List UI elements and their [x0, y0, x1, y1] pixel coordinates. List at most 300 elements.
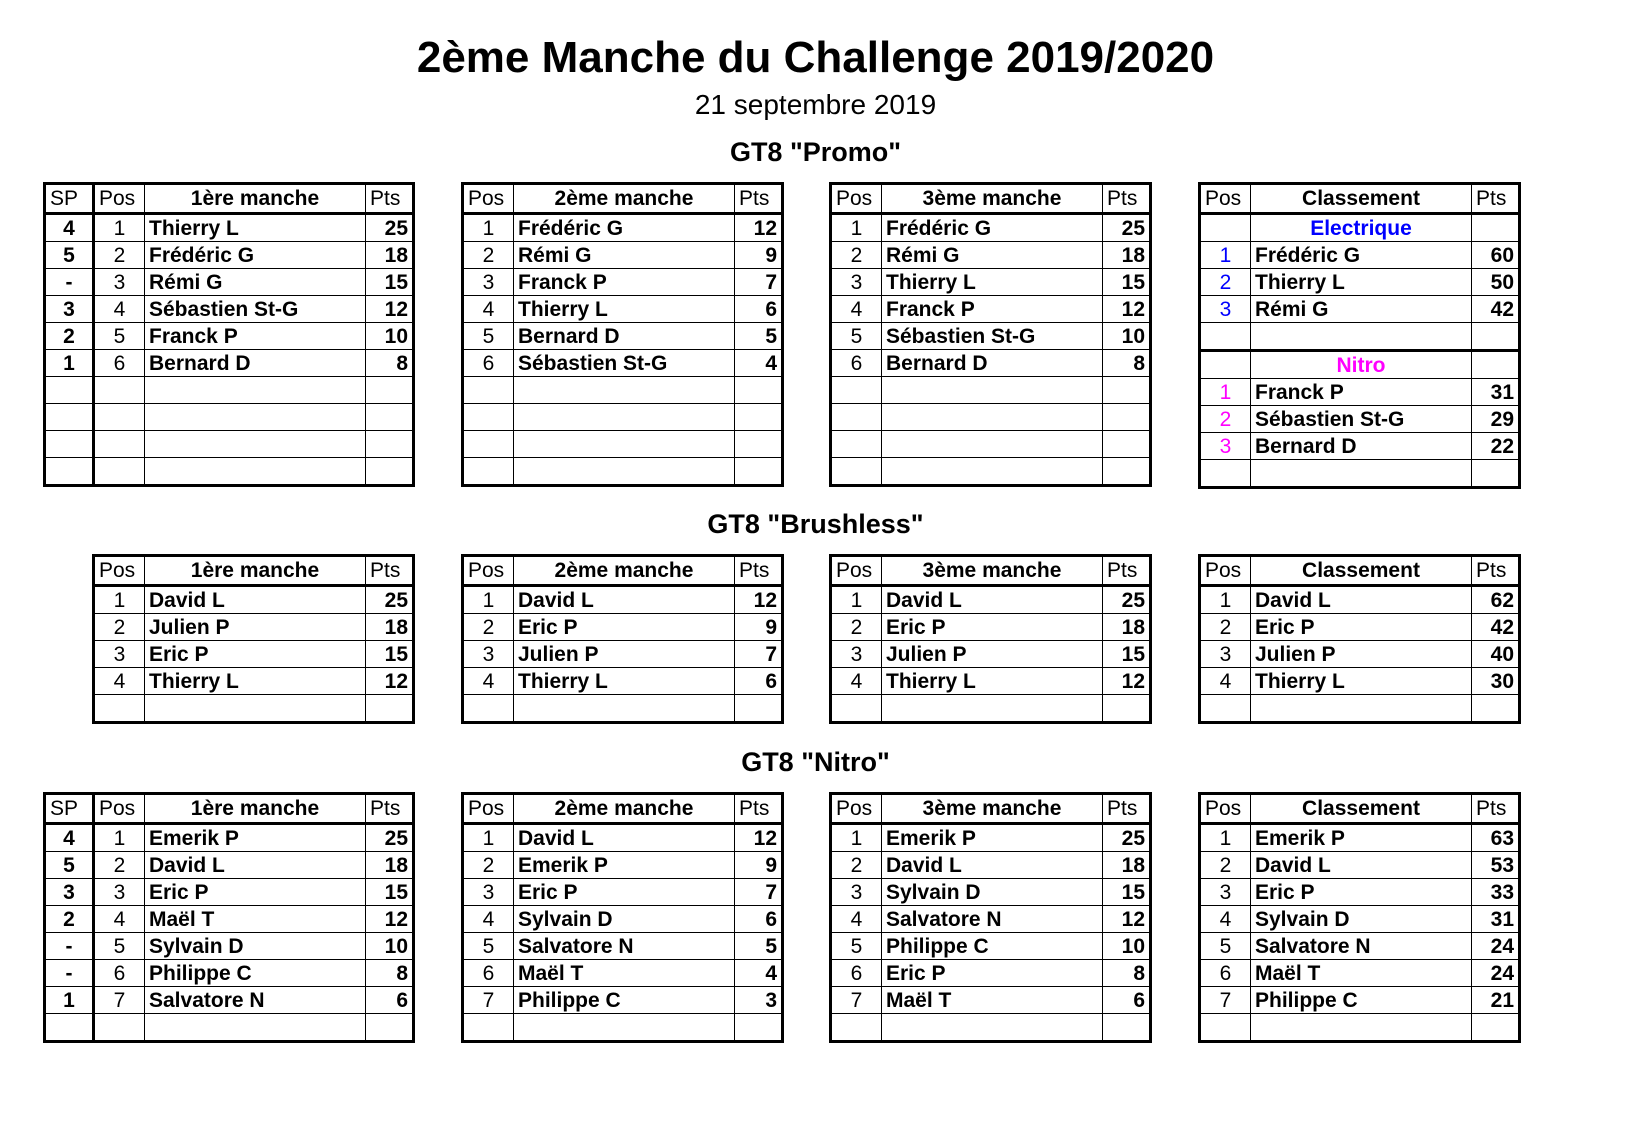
results-table: [829, 554, 1152, 724]
cell-driver: Sylvain D: [514, 906, 735, 933]
cell-pos: 2: [831, 242, 882, 269]
cell-pos: 1: [1200, 824, 1251, 852]
cell-driver: Sylvain D: [145, 933, 366, 960]
cell-pos: 2: [463, 614, 514, 641]
table-row: [1200, 906, 1520, 933]
table-row-empty: [463, 377, 783, 404]
cell-empty: [514, 1014, 735, 1042]
cell-empty: [831, 431, 882, 458]
cell-empty: [463, 1014, 514, 1042]
cell-empty: [882, 404, 1103, 431]
table-row: [463, 879, 783, 906]
cell-pos: 6: [831, 350, 882, 377]
cell-pos: 3: [831, 879, 882, 906]
cell-pos: 5: [1200, 933, 1251, 960]
table-row: [831, 214, 1151, 242]
table-row: [831, 668, 1151, 695]
cell-driver: Franck P: [514, 269, 735, 296]
cell-driver: Maël T: [145, 906, 366, 933]
cell-empty: [831, 404, 882, 431]
header-title: Classement: [1251, 184, 1472, 214]
cell-sp: 5: [45, 852, 94, 879]
table-row: [45, 933, 414, 960]
cell-empty: [735, 404, 783, 431]
cell-empty: [1103, 1014, 1151, 1042]
cell-pos: 6: [94, 350, 145, 377]
cell-pts: 24: [1472, 933, 1520, 960]
cell-pos: 1: [463, 214, 514, 242]
cell-driver: Eric P: [514, 614, 735, 641]
cell-pts: 18: [366, 242, 414, 269]
header-pos: Pos: [1200, 184, 1251, 214]
cell-empty: [1251, 323, 1472, 351]
header-pos: Pos: [463, 556, 514, 586]
table-row: [1200, 879, 1520, 906]
cell-driver: Frédéric G: [145, 242, 366, 269]
page-title: 2ème Manche du Challenge 2019/2020: [416, 33, 1215, 82]
cell-driver: Emerik P: [882, 824, 1103, 852]
cell-driver: Frédéric G: [514, 214, 735, 242]
cell-empty: [831, 458, 882, 486]
table-row: [463, 242, 783, 269]
table-row: [45, 323, 414, 350]
cell-driver: Thierry L: [514, 668, 735, 695]
cell-driver: David L: [882, 852, 1103, 879]
cell-pos: 3: [1200, 879, 1251, 906]
cell-driver: Thierry L: [145, 214, 366, 242]
cell-empty: [463, 404, 514, 431]
cell-driver: David L: [882, 586, 1103, 614]
header-pos: Pos: [94, 794, 145, 824]
table-row: [1200, 933, 1520, 960]
cell-driver: Sébastien St-G: [514, 350, 735, 377]
cell-driver: Franck P: [145, 323, 366, 350]
cell-pts: 18: [366, 614, 414, 641]
cell-pts: 10: [366, 323, 414, 350]
cell-pos: 4: [463, 296, 514, 323]
cell-empty: [1472, 460, 1520, 488]
cell-driver: Thierry L: [882, 269, 1103, 296]
table-row: [831, 614, 1151, 641]
cell-empty: [463, 695, 514, 723]
table-row: [463, 906, 783, 933]
cell-pos: 4: [831, 296, 882, 323]
table-row-empty: [831, 404, 1151, 431]
section-title: GT8 "Brushless": [707, 509, 924, 539]
table-row: [45, 269, 414, 296]
cell-driver: Philippe C: [1251, 987, 1472, 1014]
cell-sp: 2: [45, 906, 94, 933]
cell-pts: 62: [1472, 586, 1520, 614]
cell-empty: [45, 1014, 94, 1042]
cell-pts: 12: [1103, 296, 1151, 323]
cell-pts: 9: [735, 614, 783, 641]
cell-empty: [463, 431, 514, 458]
results-table: [829, 182, 1152, 487]
cell-empty: [1200, 1014, 1251, 1042]
cell-empty: [1200, 214, 1251, 242]
cell-driver: David L: [514, 586, 735, 614]
cell-empty: [1103, 377, 1151, 404]
table-row: [45, 214, 414, 242]
cell-pts: 42: [1472, 614, 1520, 641]
cell-driver: Eric P: [145, 641, 366, 668]
cell-pts: 15: [366, 641, 414, 668]
table-row: [831, 987, 1151, 1014]
table-row: [831, 852, 1151, 879]
cell-sp: 1: [45, 987, 94, 1014]
table-row-empty: [463, 458, 783, 486]
table-row-empty: [463, 1014, 783, 1042]
cell-driver: Eric P: [145, 879, 366, 906]
cell-empty: [94, 1014, 145, 1042]
cell-pts: 24: [1472, 960, 1520, 987]
cell-empty: [882, 695, 1103, 723]
table-row: [831, 242, 1151, 269]
cell-driver: Eric P: [1251, 614, 1472, 641]
table-row-empty: [45, 1014, 414, 1042]
cell-pts: 30: [1472, 668, 1520, 695]
table-row-empty: [831, 458, 1151, 486]
cell-pos: 1: [1200, 379, 1251, 406]
table-row-empty: [1200, 460, 1520, 488]
cell-pts: 25: [1103, 586, 1151, 614]
cell-pts: 8: [366, 350, 414, 377]
cell-pos: 3: [94, 879, 145, 906]
table-row: [831, 879, 1151, 906]
cell-pts: 18: [366, 852, 414, 879]
cell-empty: [1103, 431, 1151, 458]
table-row: [831, 586, 1151, 614]
header-title: 3ème manche: [882, 556, 1103, 586]
cell-empty: [1251, 695, 1472, 723]
cell-pts: 63: [1472, 824, 1520, 852]
cell-empty: [94, 458, 145, 486]
cell-sp: 4: [45, 214, 94, 242]
cell-pos: 2: [1200, 852, 1251, 879]
cell-pos: 3: [1200, 433, 1251, 460]
table-row: [45, 296, 414, 323]
cell-pts: 18: [1103, 852, 1151, 879]
cell-empty: [882, 458, 1103, 486]
cell-pos: 1: [1200, 586, 1251, 614]
cell-driver: Bernard D: [882, 350, 1103, 377]
table-row: [831, 323, 1151, 350]
cell-pts: 25: [366, 214, 414, 242]
table-row-empty: [831, 377, 1151, 404]
table-header-row: [463, 184, 783, 214]
cell-empty: [366, 431, 414, 458]
cell-empty: [45, 377, 94, 404]
cell-driver: Philippe C: [882, 933, 1103, 960]
header-pts: Pts: [366, 184, 414, 214]
cell-empty: [882, 377, 1103, 404]
cell-empty: [1103, 404, 1151, 431]
table-row-empty: [1200, 695, 1520, 723]
table-row: [45, 852, 414, 879]
cell-sp: 2: [45, 323, 94, 350]
cell-pts: 12: [1103, 906, 1151, 933]
cell-sp: 1: [45, 350, 94, 377]
header-title: Classement: [1251, 794, 1472, 824]
cell-pos: 2: [94, 614, 145, 641]
header-pos: Pos: [1200, 794, 1251, 824]
cell-driver: Maël T: [514, 960, 735, 987]
cell-empty: [514, 404, 735, 431]
table-row: [463, 668, 783, 695]
table-row: [1200, 586, 1520, 614]
table-row-empty: [45, 404, 414, 431]
table-row-empty: [94, 695, 414, 723]
cell-empty: [1200, 351, 1251, 379]
cell-empty: [1200, 460, 1251, 488]
cell-pos: 3: [463, 879, 514, 906]
cell-pts: 6: [735, 906, 783, 933]
group-header-nitro: [1200, 351, 1520, 379]
cell-pos: 3: [1200, 641, 1251, 668]
cell-driver: Franck P: [882, 296, 1103, 323]
table-row: [45, 824, 414, 852]
cell-sp: 4: [45, 824, 94, 852]
cell-empty: [366, 458, 414, 486]
cell-driver: Frédéric G: [1251, 242, 1472, 269]
results-table: [1198, 792, 1521, 1043]
cell-pos: 4: [1200, 906, 1251, 933]
cell-pts: 15: [1103, 641, 1151, 668]
table-row: [45, 987, 414, 1014]
cell-driver: Bernard D: [514, 323, 735, 350]
header-title: 2ème manche: [514, 184, 735, 214]
cell-driver: David L: [145, 586, 366, 614]
cell-driver: Julien P: [145, 614, 366, 641]
table-header-row: [831, 184, 1151, 214]
cell-pts: 10: [1103, 323, 1151, 350]
cell-empty: [94, 377, 145, 404]
table-row: [1200, 641, 1520, 668]
table-row-empty: [1200, 1014, 1520, 1042]
cell-driver: Julien P: [882, 641, 1103, 668]
cell-pts: 60: [1472, 242, 1520, 269]
table-header-row: [1200, 556, 1520, 586]
cell-pos: 5: [94, 933, 145, 960]
header-pts: Pts: [735, 556, 783, 586]
cell-driver: Philippe C: [145, 960, 366, 987]
cell-empty: [514, 431, 735, 458]
cell-pos: 5: [463, 933, 514, 960]
cell-pts: 15: [366, 269, 414, 296]
cell-driver: Sébastien St-G: [1251, 406, 1472, 433]
table-row: [831, 350, 1151, 377]
cell-empty: [831, 695, 882, 723]
cell-empty: [1472, 351, 1520, 379]
cell-pts: 7: [735, 879, 783, 906]
cell-sp: 5: [45, 242, 94, 269]
header-title: 3ème manche: [882, 184, 1103, 214]
table-row: [463, 824, 783, 852]
cell-pts: 12: [1103, 668, 1151, 695]
cell-driver: Thierry L: [882, 668, 1103, 695]
group-label-nitro: Nitro: [1251, 351, 1472, 379]
table-row: [831, 269, 1151, 296]
cell-pts: 42: [1472, 296, 1520, 323]
cell-sp: -: [45, 960, 94, 987]
cell-pos: 6: [463, 350, 514, 377]
cell-pts: 15: [366, 879, 414, 906]
cell-sp: 3: [45, 296, 94, 323]
cell-pos: 4: [831, 668, 882, 695]
header-pos: Pos: [94, 556, 145, 586]
cell-driver: David L: [514, 824, 735, 852]
cell-pts: 12: [366, 906, 414, 933]
table-row: [463, 350, 783, 377]
table-row: [45, 906, 414, 933]
cell-driver: Rémi G: [882, 242, 1103, 269]
header-pos: Pos: [831, 794, 882, 824]
cell-pts: 53: [1472, 852, 1520, 879]
cell-empty: [1200, 323, 1251, 351]
header-title: 1ère manche: [145, 794, 366, 824]
cell-pos: 1: [831, 824, 882, 852]
cell-pos: 2: [831, 614, 882, 641]
header-pts: Pts: [735, 794, 783, 824]
cell-driver: David L: [145, 852, 366, 879]
table-header-row: [45, 184, 414, 214]
table-row: [1200, 960, 1520, 987]
table-row-empty: [45, 431, 414, 458]
page-subtitle: 21 septembre 2019: [694, 89, 937, 120]
cell-empty: [1251, 1014, 1472, 1042]
cell-empty: [45, 431, 94, 458]
cell-driver: Bernard D: [1251, 433, 1472, 460]
cell-pts: 5: [735, 323, 783, 350]
cell-pos: 3: [831, 269, 882, 296]
cell-driver: Eric P: [882, 614, 1103, 641]
cell-pts: 12: [366, 296, 414, 323]
results-table: [43, 792, 415, 1043]
cell-pts: 15: [1103, 879, 1151, 906]
cell-driver: Sylvain D: [1251, 906, 1472, 933]
cell-driver: Thierry L: [1251, 668, 1472, 695]
cell-empty: [94, 695, 145, 723]
cell-pos: 1: [94, 586, 145, 614]
cell-driver: Eric P: [882, 960, 1103, 987]
table-row-empty: [463, 695, 783, 723]
cell-pts: 8: [1103, 350, 1151, 377]
header-sp: SP: [45, 184, 94, 214]
cell-empty: [145, 377, 366, 404]
cell-driver: Eric P: [514, 879, 735, 906]
table-row: [94, 614, 414, 641]
cell-pts: 9: [735, 242, 783, 269]
header-title: Classement: [1251, 556, 1472, 586]
table-row-empty: [831, 1014, 1151, 1042]
table-row: [463, 269, 783, 296]
cell-empty: [366, 695, 414, 723]
header-title: 2ème manche: [514, 556, 735, 586]
cell-pts: 4: [735, 350, 783, 377]
cell-pos: 1: [831, 214, 882, 242]
table-row: [1200, 296, 1520, 323]
table-row: [831, 296, 1151, 323]
results-table: [1198, 554, 1521, 724]
results-table: [1198, 182, 1521, 489]
cell-pts: 33: [1472, 879, 1520, 906]
cell-empty: [735, 1014, 783, 1042]
table-row: [1200, 668, 1520, 695]
cell-driver: Franck P: [1251, 379, 1472, 406]
cell-pos: 2: [94, 242, 145, 269]
cell-pts: 10: [366, 933, 414, 960]
header-pts: Pts: [1472, 794, 1520, 824]
cell-driver: Maël T: [1251, 960, 1472, 987]
table-row: [463, 214, 783, 242]
table-header-row: [463, 794, 783, 824]
table-header-row: [831, 556, 1151, 586]
table-row: [1200, 614, 1520, 641]
cell-driver: Rémi G: [514, 242, 735, 269]
cell-empty: [145, 1014, 366, 1042]
cell-pos: 3: [831, 641, 882, 668]
table-row-empty: [45, 377, 414, 404]
cell-pts: 22: [1472, 433, 1520, 460]
cell-empty: [1251, 460, 1472, 488]
cell-pos: 1: [94, 214, 145, 242]
table-row: [94, 668, 414, 695]
cell-pts: 25: [366, 824, 414, 852]
header-pos: Pos: [463, 794, 514, 824]
cell-driver: Bernard D: [145, 350, 366, 377]
cell-empty: [45, 404, 94, 431]
cell-driver: Emerik P: [514, 852, 735, 879]
cell-empty: [145, 404, 366, 431]
header-pts: Pts: [1103, 556, 1151, 586]
cell-driver: Salvatore N: [1251, 933, 1472, 960]
cell-driver: Salvatore N: [514, 933, 735, 960]
cell-pos: 1: [1200, 242, 1251, 269]
cell-pts: 29: [1472, 406, 1520, 433]
cell-pos: 3: [463, 269, 514, 296]
table-row-empty: [1200, 323, 1520, 351]
cell-driver: Thierry L: [514, 296, 735, 323]
cell-empty: [1472, 214, 1520, 242]
cell-pts: 25: [366, 586, 414, 614]
cell-driver: Emerik P: [1251, 824, 1472, 852]
results-table: [461, 182, 784, 487]
cell-empty: [735, 431, 783, 458]
cell-pts: 3: [735, 987, 783, 1014]
header-title: 1ère manche: [145, 556, 366, 586]
cell-driver: Sylvain D: [882, 879, 1103, 906]
cell-empty: [145, 431, 366, 458]
cell-pos: 2: [1200, 406, 1251, 433]
cell-pts: 5: [735, 933, 783, 960]
cell-empty: [366, 404, 414, 431]
table-row: [1200, 242, 1520, 269]
table-header-row: [1200, 184, 1520, 214]
cell-pos: 1: [463, 586, 514, 614]
cell-pos: 3: [1200, 296, 1251, 323]
cell-pos: 5: [831, 933, 882, 960]
cell-pos: 6: [831, 960, 882, 987]
header-pts: Pts: [1472, 556, 1520, 586]
table-row: [1200, 987, 1520, 1014]
cell-pos: 4: [94, 668, 145, 695]
cell-pos: 6: [463, 960, 514, 987]
cell-empty: [94, 431, 145, 458]
table-row: [45, 879, 414, 906]
cell-pts: 40: [1472, 641, 1520, 668]
cell-driver: Salvatore N: [145, 987, 366, 1014]
